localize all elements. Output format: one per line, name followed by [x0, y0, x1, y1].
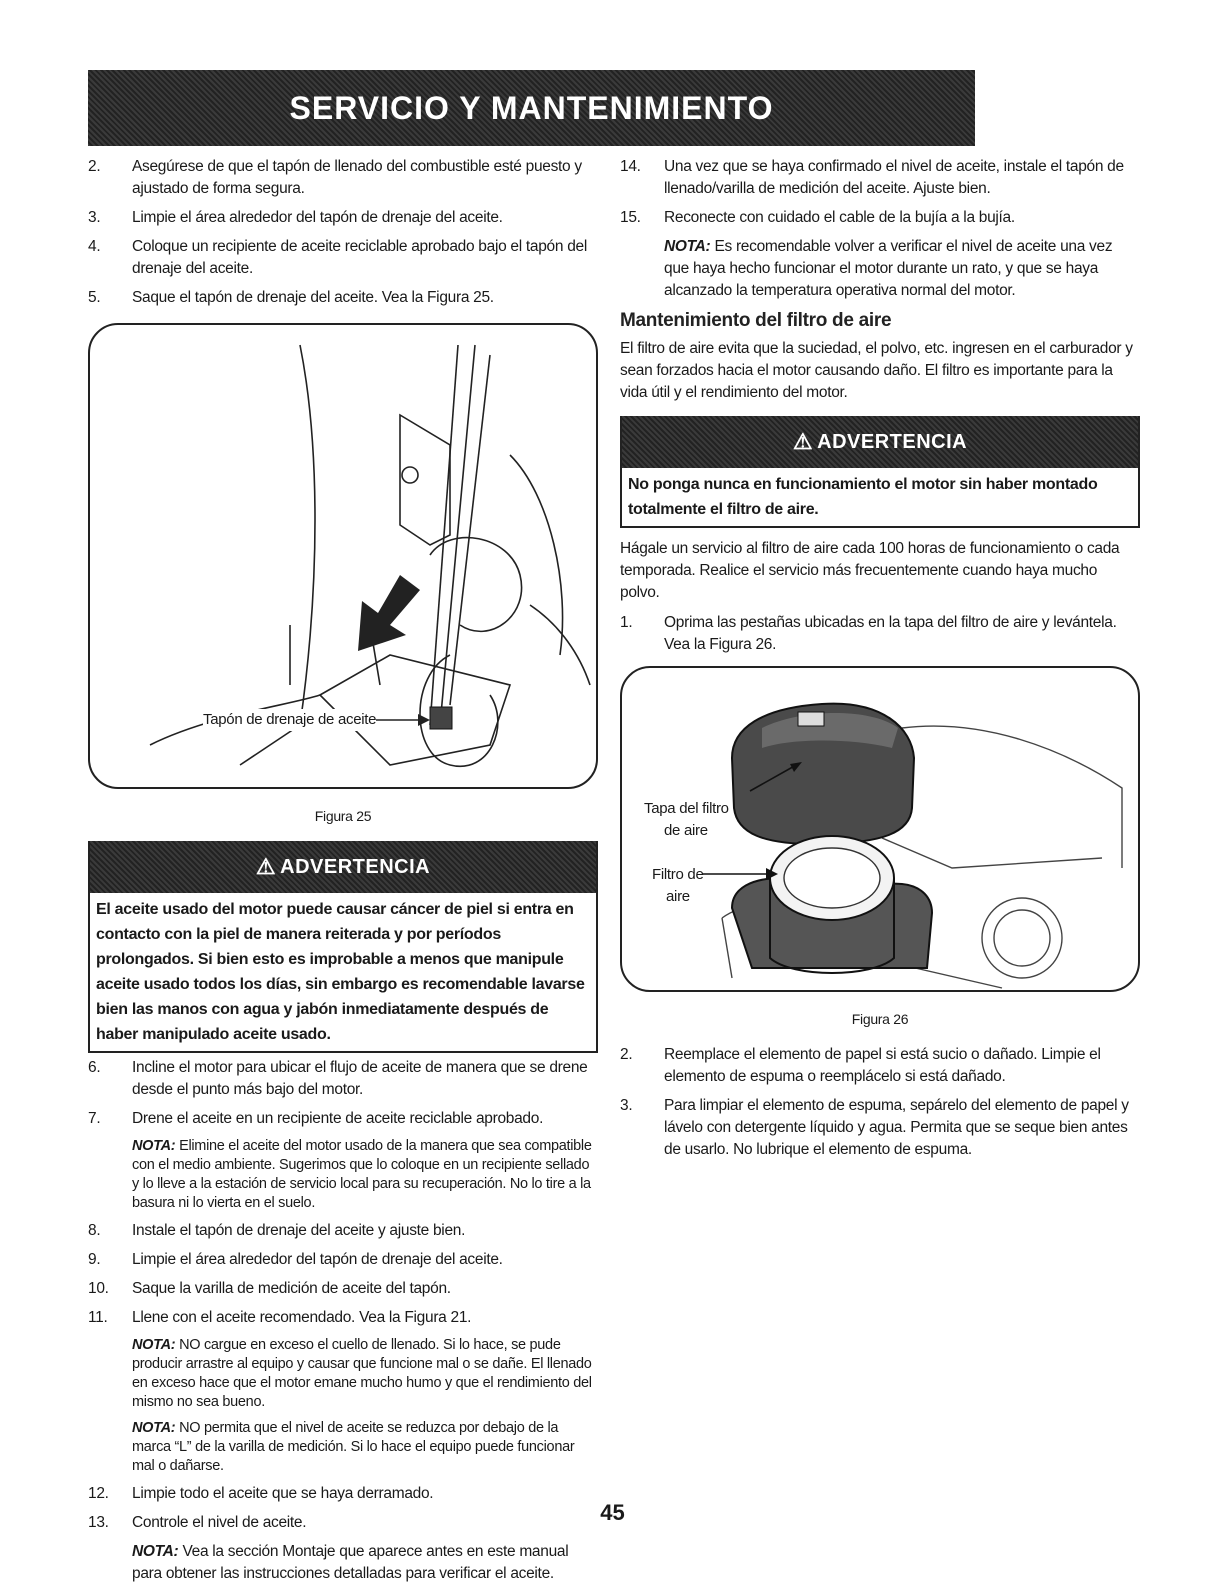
list-item: 1. Oprima las pestañas ubicadas en la tapa del filtro de aire y levántela. Vea la Figura 26. [620, 614, 1117, 653]
warning-box-air-filter [620, 416, 1140, 528]
warning-title: ADVERTENCIA [817, 431, 968, 453]
note: NOTA: Elimine el aceite del motor usado de la manera que sea compatible con el medio ambiente. Sugerimos que lo coloque en un recipiente sellado y lo lleve a la estación de servicio local para su recuperación. No lo tire a la basura ni lo vierta en el suelo. [132, 1138, 592, 1211]
list-item: 9. Limpie el área alrededor del tapón de drenaje del aceite. [88, 1251, 503, 1268]
list-item: 15. Reconecte con cuidado el cable de la bujía a la bujía. [620, 209, 1015, 226]
warning-text: El aceite usado del motor puede causar cáncer de piel si entra en contacto con la piel de manera reiterada y por períodos prolongados. Si bien esto es improbable a menos que manipule aceite usado todos los días, sin embargo es recomendable lavarse bien las manos con agua y jabón inmediatamente después de haber manipulado aceite usado. [96, 901, 585, 1043]
figure-25-oil-drain [88, 323, 598, 789]
list-item: 6. Incline el motor para ubicar el flujo de aceite de manera que se drene desde el punto más bajo del motor. [88, 1059, 588, 1098]
list-item: 8. Instale el tapón de drenaje del aceite y ajuste bien. [88, 1222, 466, 1239]
paragraph: El filtro de aire evita que la suciedad, el polvo, etc. ingresen en el carburador y sean forzados hacia el motor causando daño. El filtro es importante para la vida útil y el rendimiento del motor. [620, 340, 1133, 401]
section-heading: Mantenimiento del filtro de aire [620, 310, 892, 331]
figure-26-caption: Figura 26 [851, 1011, 909, 1027]
list-item: 4. Coloque un recipiente de aceite reciclable aprobado bajo el tapón del drenaje del aceite. [88, 238, 587, 277]
warning-text: No ponga nunca en funcionamiento el motor sin haber montado totalmente el filtro de aire. [628, 476, 1098, 518]
figure-26-label: Filtro de [652, 866, 704, 883]
figure-26-label: Tapa del filtro [644, 800, 729, 817]
list-item: 3. Para limpiar el elemento de espuma, sepárelo del elemento de papel y lávelo con detergente líquido y agua. Permita que se seque bien antes de usarlo. No lubrique el elemento de espuma. [620, 1097, 1129, 1158]
figure-26-air-filter [620, 666, 1140, 992]
figure-25-label: Tapón de drenaje de aceite [203, 709, 376, 731]
note: NOTA: Vea la sección Montaje que aparece antes en este manual para obtener las instrucciones detalladas para verificar el aceite. [132, 1543, 569, 1582]
list-item: 5. Saque el tapón de drenaje del aceite. Vea la Figura 25. [88, 289, 494, 306]
warning-header [90, 841, 596, 893]
paragraph: Hágale un servicio al filtro de aire cada 100 horas de funcionamiento o cada temporada. Realice el servicio más frecuentemente cuando haya mucho polvo. [620, 540, 1120, 601]
list-item: 14. Una vez que se haya confirmado el nivel de aceite, instale el tapón de llenado/varilla de medición del aceite. Ajuste bien. [620, 158, 1124, 197]
note: NOTA: NO cargue en exceso el cuello de llenado. Si lo hace, se pude producir arrastre al equipo y causar que funcione mal o se dañe. El llenado en exceso hace que el motor emane mucho humo y que el rendimiento del mismo no sea bueno. [132, 1337, 592, 1410]
warning-header [622, 416, 1138, 468]
list-item: 12. Limpie todo el aceite que se haya derramado. [88, 1485, 434, 1502]
section-banner [88, 70, 975, 146]
page-number: 45 [600, 1500, 625, 1525]
list-item: 2. Asegúrese de que el tapón de llenado del combustible esté puesto y ajustado de forma segura. [88, 158, 582, 197]
figure-26-label: de aire [664, 822, 708, 839]
list-item: 13. Controle el nivel de aceite. [88, 1514, 307, 1531]
right-column [620, 156, 1140, 1168]
note: NOTA: Es recomendable volver a verificar el nivel de aceite una vez que haya hecho funcionar el motor durante un rato, y que se haya alcanzado la temperatura operativa normal del motor. [664, 238, 1113, 299]
list-item: 11. Llene con el aceite recomendado. Vea la Figura 21. [88, 1309, 472, 1326]
left-column [88, 156, 598, 1592]
list-item: 10. Saque la varilla de medición de aceite del tapón. [88, 1280, 451, 1297]
list-item: 7. Drene el aceite en un recipiente de aceite reciclable aprobado. [88, 1110, 544, 1127]
page-title: SERVICIO Y MANTENIMIENTO [289, 89, 774, 126]
warning-title: ADVERTENCIA [280, 856, 431, 878]
warning-triangle-icon: ⚠ [792, 429, 814, 454]
note: NOTA: NO permita que el nivel de aceite se reduzca por debajo de la marca “L” de la varilla de medición. Si lo hace el equipo puede funcionar mal o dañarse. [132, 1420, 575, 1474]
list-item: 3. Limpie el área alrededor del tapón de drenaje del aceite. [88, 209, 503, 226]
warning-triangle-icon: ⚠ [255, 854, 277, 879]
figure-26-label: aire [666, 888, 690, 905]
figure-25-caption: Figura 25 [314, 808, 372, 824]
list-item: 2. Reemplace el elemento de papel si está sucio o dañado. Limpie el elemento de espuma o reemplácelo si está dañado. [620, 1046, 1101, 1085]
warning-box-used-oil [88, 841, 598, 1053]
